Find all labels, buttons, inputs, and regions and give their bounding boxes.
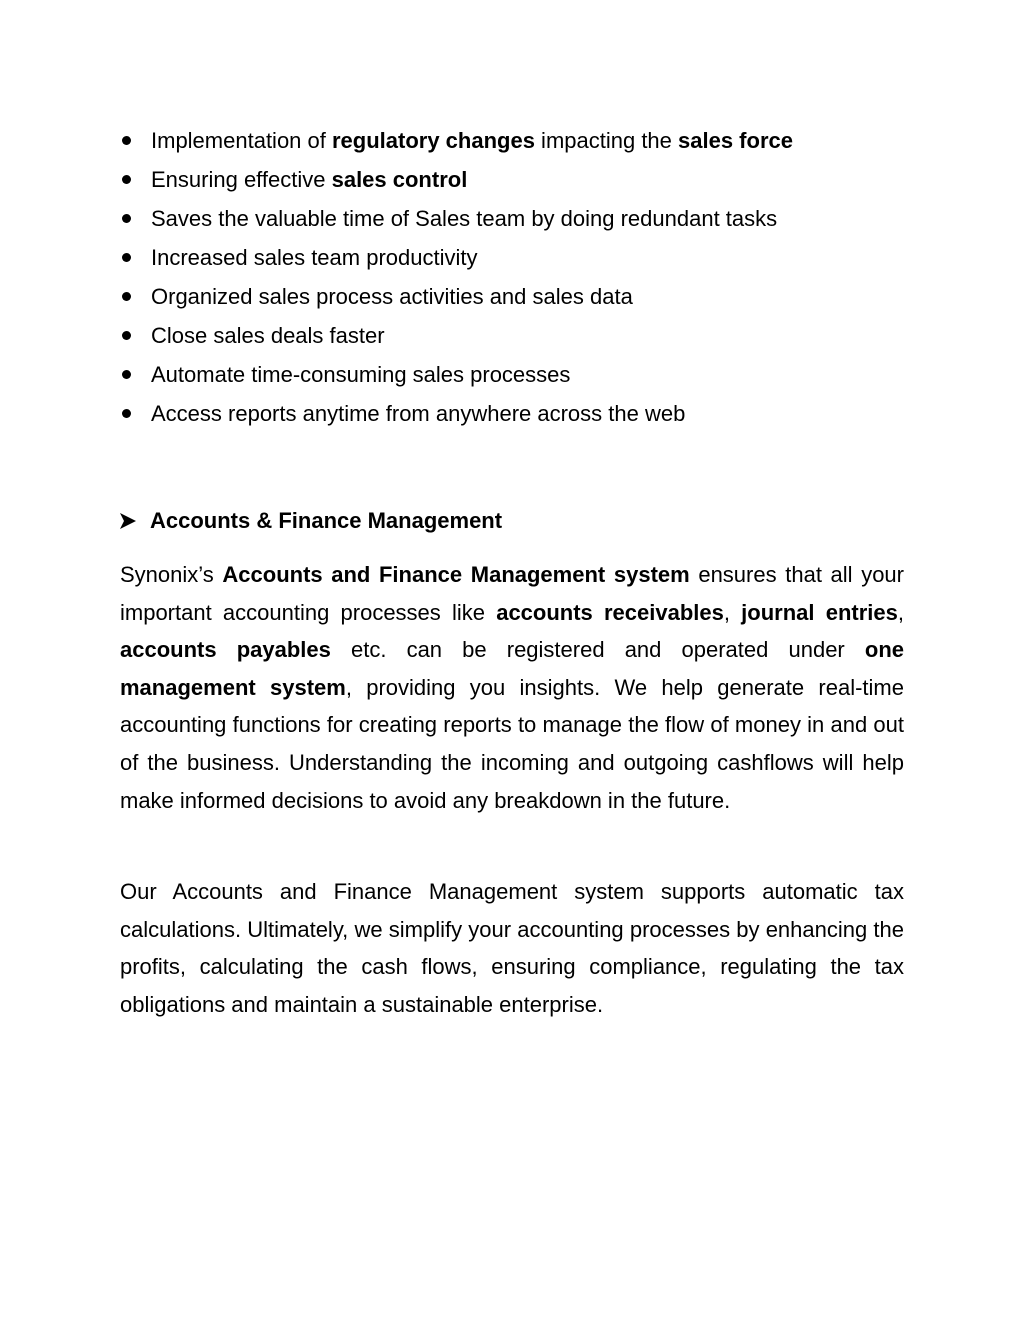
bullet-icon (122, 292, 131, 301)
bullet-icon (122, 136, 131, 145)
list-item-text: Ensuring effective sales control (151, 167, 468, 192)
section-heading (118, 501, 502, 541)
bullet-icon (122, 214, 131, 223)
list-item (118, 121, 908, 160)
list-item-text: Implementation of regulatory changes impacting the sales force (151, 128, 793, 153)
list-item (118, 394, 908, 433)
list-item-text: Close sales deals faster (151, 323, 385, 348)
list-item-text: Organized sales process activities and sales data (151, 284, 633, 309)
list-item (118, 199, 908, 238)
list-item (118, 277, 908, 316)
list-item (118, 238, 908, 277)
bullet-icon (122, 409, 131, 418)
accounts-finance-description: Synonix’s Accounts and Finance Management system ensures that all your important accounting processes like accounts receivables, journal entries, accounts payables etc. can be registered and operated under one management system, providing you insights. We help generate real-time accounting functions for creating reports to manage the flow of money in and out of the business. Understanding the incoming and outgoing cashflows will help make informed decisions to avoid any breakdown in the future. (120, 562, 904, 813)
section-heading-text: Accounts & Finance Management (150, 508, 503, 533)
tax-calculation-description: Our Accounts and Finance Management system supports automatic tax calculations. Ultimately, we simplify your accounting processes by enhancing the profits, calculating the cash flows, ensuring compliance, regulating the tax obligations and maintain a sustainable enterprise. (120, 879, 904, 1017)
bullet-icon (122, 253, 131, 262)
list-item (118, 160, 908, 199)
bullet-icon (122, 175, 131, 184)
list-item (118, 355, 908, 394)
list-item-text: Automate time-consuming sales processes (151, 362, 571, 387)
benefits-list (118, 121, 908, 433)
bullet-icon (122, 331, 131, 340)
list-item-text: Increased sales team productivity (151, 245, 478, 270)
list-item (118, 316, 908, 355)
list-item-text: Access reports anytime from anywhere across the web (151, 401, 686, 426)
bullet-icon (122, 370, 131, 379)
arrowhead-bullet-icon (118, 511, 138, 531)
list-item-text: Saves the valuable time of Sales team by doing redundant tasks (151, 206, 778, 231)
